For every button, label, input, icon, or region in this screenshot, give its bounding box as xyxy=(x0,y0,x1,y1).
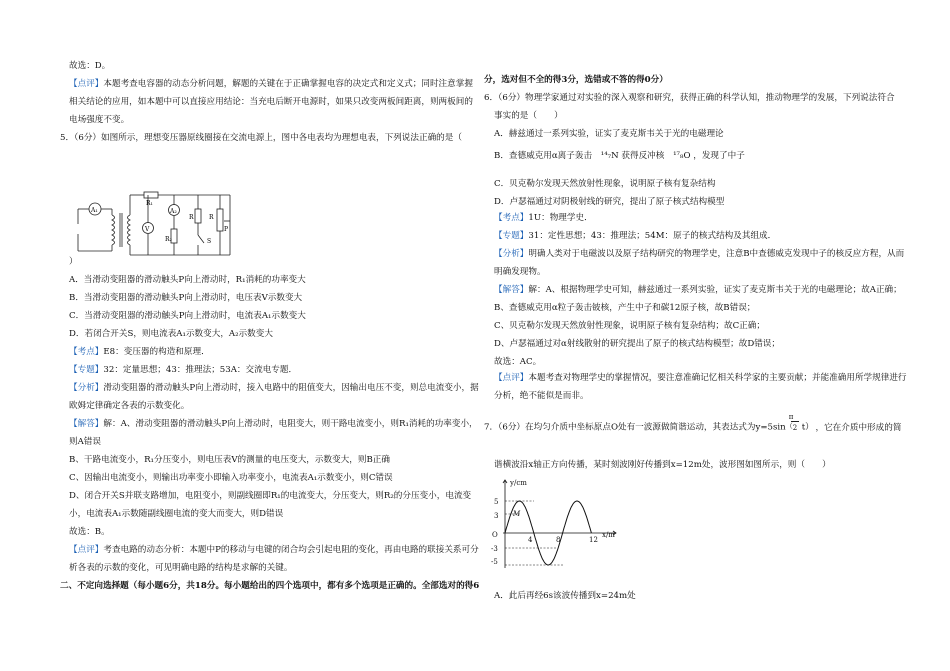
question-5-end: ） xyxy=(69,257,78,267)
fenxi-6 xyxy=(494,248,904,260)
label-r1: R₁ xyxy=(146,200,153,207)
question-7-line-2: 谐横波沿x轴正方向传播，某时刻波刚好传播到x=12m处，波形图如图所示，则（ ） xyxy=(494,460,831,470)
section-2-heading: 二、不定向选择题（每小题6分，共18分。每小题给出的四个选项中，都有多个选项是正确的。全部选对的得6 xyxy=(60,581,480,591)
fenxi-6-text: 明确人类对于电磁波以及原子结构研究的物理学史，注意B中查德威克发现中子的核反应方程，从而 xyxy=(528,249,905,259)
tick-y-5: 5 xyxy=(494,498,499,506)
zhuanti-tag: 【专题】 xyxy=(69,365,104,375)
tick-y-neg3: -3 xyxy=(491,545,498,553)
option-d: D．若闭合开关S，则电流表A₁示数变大，A₂示数变大 xyxy=(69,329,273,339)
fenxi-tag: 【分析】 xyxy=(69,383,104,393)
comment-line xyxy=(69,78,473,90)
label-p: P xyxy=(224,226,229,233)
fraction-pi-over-2: π （ 2 xyxy=(785,413,798,432)
jieda-6-text: 解：A、根据物理学史可知，赫兹通过一系列实验，证实了麦克斯韦关于光的电磁理论；故A正确； xyxy=(528,285,902,295)
answer-ac: 故选：AC。 xyxy=(494,357,542,367)
zhuanti-6 xyxy=(494,230,776,242)
jieda-6-line-4: D、卢瑟福通过对α射线散射的研究提出了原子的核式结构模型；故D错误； xyxy=(494,339,780,349)
tick-x-8: 8 xyxy=(556,536,561,544)
fraction-denominator: 2 xyxy=(792,424,798,432)
option-6d: D．卢瑟福通过对阴极射线的研究，提出了原子核式结构模型 xyxy=(494,197,725,207)
label-s: S xyxy=(207,238,212,245)
label-r2: R₂ xyxy=(165,236,172,243)
jieda-line-2: 则A错误 xyxy=(69,437,101,447)
jieda-tag: 【解答】 xyxy=(69,419,104,429)
option-6c: C．贝克勒尔发现天然放射性现象，说明原子核有复杂结构 xyxy=(494,179,716,189)
label-v: V xyxy=(145,226,150,233)
question-6: 6．（6分）物理学家通过对实验的深入观察和研究，获得正确的科学认知，推动物理学的发展，下列说法符合 xyxy=(484,93,895,103)
fenxi-line-2: 欧姆定律确定各表的示数变化。 xyxy=(69,401,190,411)
kaodian-6-tag: 【考点】 xyxy=(494,213,529,223)
dianping-text: 考查电路的动态分析：本题中P的移动与电键的闭合均会引起电阻的变化，再由电路的联接关系可分 xyxy=(103,545,479,555)
question-7-text-2: ，它在介质中形成的简 xyxy=(815,422,902,433)
zhuanti-6-tag: 【专题】 xyxy=(494,231,529,241)
dianping-6-tag: 【点评】 xyxy=(494,373,529,383)
kaodian-6 xyxy=(494,212,593,224)
answer-line: 故选：D。 xyxy=(69,61,111,71)
label-a1: A₁ xyxy=(91,207,98,214)
option-6b-text-2: 获得反冲核 xyxy=(621,151,665,161)
comment-text: 本题考查电容器的动态分析问题，解题的关键在于正确掌握电容的决定式和定义式；同时注意掌握 xyxy=(103,79,473,89)
jieda-6 xyxy=(494,284,902,296)
jieda-6-line-3: C、贝克勒尔发现天然放射性现象，说明原子核有复杂结构；故C正确； xyxy=(494,321,765,331)
option-c: C．当滑动变阻器的滑动触头P向上滑动时，电流表A₁示数变大 xyxy=(69,311,306,321)
fraction-numerator: π xyxy=(788,413,794,421)
resistor-r1 xyxy=(144,192,158,198)
jieda-text: 解：A、滑动变阻器的滑动触头P向上滑动时，电阻变大，则干路电流变小，则R₁消耗的功率变小， xyxy=(103,419,478,429)
kaodian-line xyxy=(69,346,210,358)
dianping-line xyxy=(69,544,479,556)
tick-y-3: 3 xyxy=(494,512,499,520)
kaodian-text: E8：变压器的构造和原理． xyxy=(103,347,210,357)
jieda-line-6: 小，电流表A₁示数随副线圈电流的变大而变大，则D错误 xyxy=(69,509,284,519)
dianping-line-2: 析各表的示数的变化，可见明确电路的结构是求解的关键。 xyxy=(69,563,293,573)
answer-b: 故选：B。 xyxy=(69,527,110,537)
option-6b-text-3: ，发现了中子 xyxy=(693,151,745,161)
question-5: 5．（6分）如图所示，理想变压器原线圈接在交流电源上，图中各电表均为理想电表，下列说法正确的是（ xyxy=(60,133,462,143)
fenxi-text: 滑动变阻器的滑动触头P向上滑动时，接入电路中的阻值变大，因输出电压不变，则总电流变小，据 xyxy=(103,383,479,393)
jieda-6-line-2: B、查德威克用α粒子轰击铍核，产生中子和碳12原子核，故B错误； xyxy=(494,303,756,313)
zhuanti-text: 32：定量思想；43：推理法；53A：交流电专题． xyxy=(103,365,298,375)
jieda-line-5: D、闭合开关S并联支路增加，电阻变小，则副线圈即R₁的电流变大，分压变大，则R₂的分压变小，电流变 xyxy=(69,491,472,501)
kaodian-tag: 【考点】 xyxy=(69,347,104,357)
question-7 xyxy=(484,413,902,434)
label-r: R xyxy=(189,214,194,221)
jieda-line-3: B、干路电流变小，R₁分压变小，则电压表V的测量的电压变大，示数变大，则B正确 xyxy=(69,455,390,465)
option-a: A．当滑动变阻器的滑动触头P向上滑动时，R₁消耗的功率变大 xyxy=(69,275,306,285)
fenxi-line xyxy=(69,382,479,394)
jieda-line-4: C、因输出电流变小，则输出功率变小即输入功率变小，电流表A₁示数变小，则C错误 xyxy=(69,473,393,483)
option-6a: A．赫兹通过一系列实验，证实了麦克斯韦关于光的电磁理论 xyxy=(494,129,724,139)
dianping-tag: 【点评】 xyxy=(69,545,104,555)
jieda-6-tag: 【解答】 xyxy=(494,285,529,295)
dianping-6-line-2: 分析，绝不能似是而非。 xyxy=(494,391,589,401)
question-6-cont: 事实的是（ ） xyxy=(494,111,563,121)
wave-xlabel: x/m xyxy=(602,531,615,539)
nucleus-o17: ¹⁷₈O xyxy=(673,151,691,161)
option-7a: A．此后再经6s该波传播到x=24m处 xyxy=(494,591,636,601)
fenxi-6-tag: 【分析】 xyxy=(494,249,529,259)
question-7-text: 7．（6分）在均匀介质中坐标原点O处有一波源做简谐运动，其表达式为y=5sin xyxy=(484,422,786,433)
zhuanti-6-text: 31：定性思想；43：推理法；54M：原子的核式结构及其组成． xyxy=(528,231,777,241)
jieda-line xyxy=(69,418,478,430)
fenxi-6-line-2: 明确发现物。 xyxy=(494,267,546,277)
fraction-bar xyxy=(791,421,799,422)
comment-tag: 【点评】 xyxy=(69,79,104,89)
comment-line-2: 相关结论的应用，如本题中可以直接应用结论：当充电后断开电源时，如果只改变两板间距离，则两板间的 xyxy=(69,97,473,107)
option-b: B．当滑动变阻器的滑动触头P向上滑动时，电压表V示数变大 xyxy=(69,293,303,303)
label-r-rheostat: R xyxy=(209,214,214,221)
kaodian-6-text: 1U：物理学史． xyxy=(528,213,593,223)
option-6b-text-1: B．查德威克用α离子轰击 xyxy=(494,151,593,161)
nucleus-n14: ¹⁴₇N xyxy=(600,151,619,161)
wave-origin: O xyxy=(492,531,498,539)
question-7-t: t） xyxy=(801,422,810,433)
section-2-heading-cont: 分，选对但不全的得3分，选错或不答的得0分） xyxy=(484,75,668,85)
dianping-6-text: 本题考查对物理学史的掌握情况，要注意准确记忆相关科学家的主要贡献；并能准确用所学规律进行 xyxy=(528,373,907,383)
tick-x-4: 4 xyxy=(528,536,533,544)
label-a2: A₂ xyxy=(170,208,177,215)
transformer-circuit-diagram xyxy=(70,191,250,261)
wave-graph xyxy=(490,476,625,572)
option-6b xyxy=(494,150,745,162)
wave-ylabel: y/cm xyxy=(510,479,527,487)
dianping-6 xyxy=(494,372,907,384)
comment-line-3: 电场强度不变。 xyxy=(69,115,130,125)
zhuanti-line xyxy=(69,364,297,376)
wave-point-m: M xyxy=(513,510,521,518)
tick-x-12: 12 xyxy=(589,536,598,544)
tick-y-neg5: -5 xyxy=(491,558,498,566)
